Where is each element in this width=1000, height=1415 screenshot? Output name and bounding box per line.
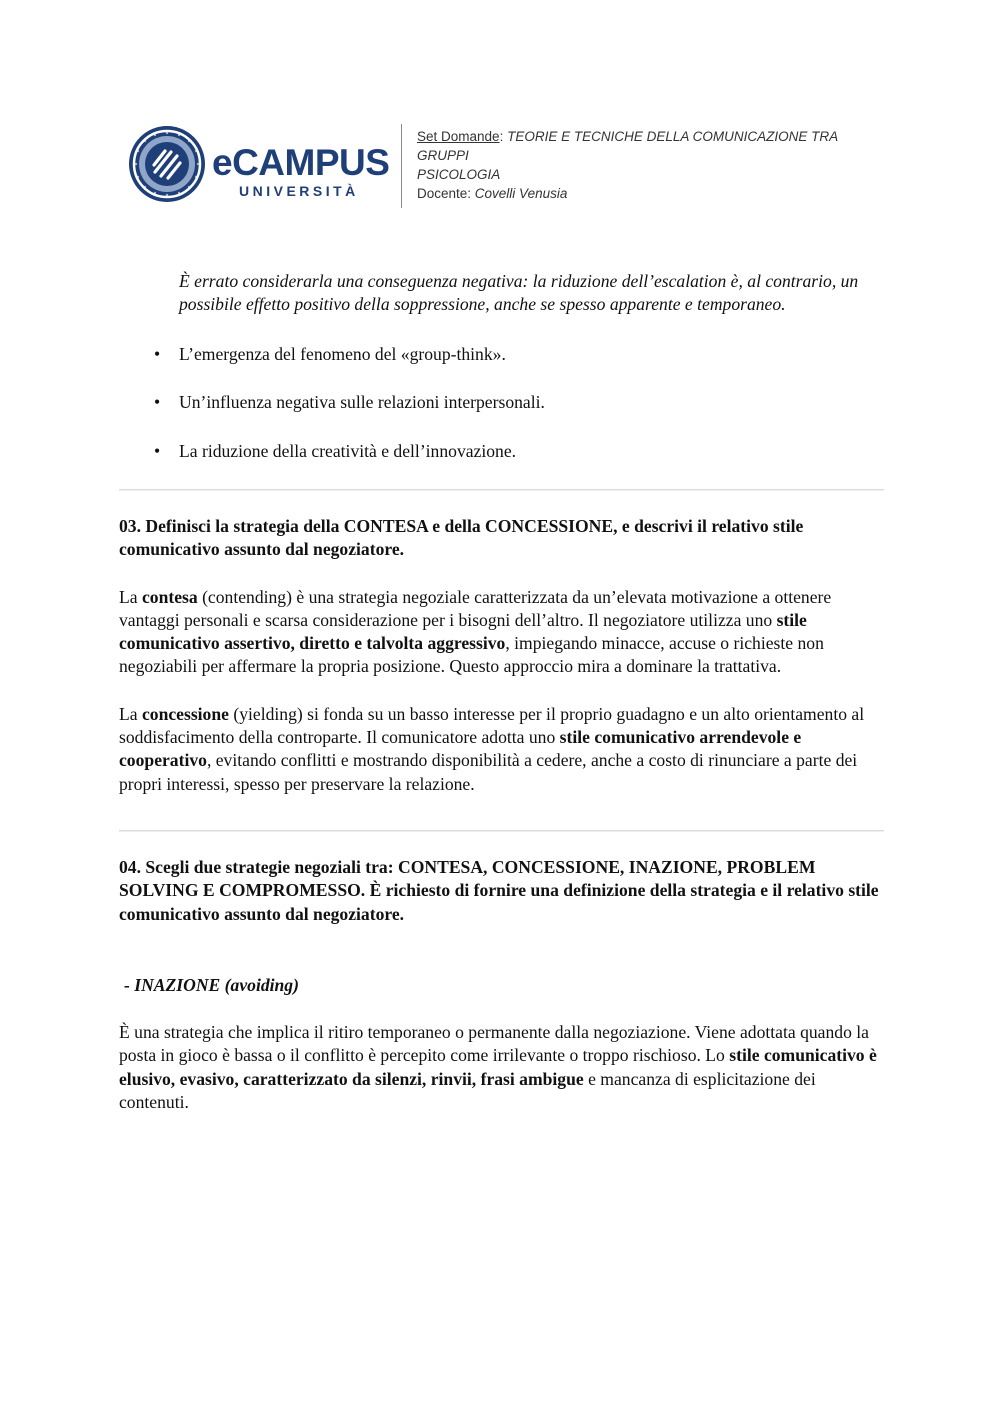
set-domande-line (417, 127, 887, 165)
text-run: La (119, 586, 142, 607)
page-header (127, 124, 887, 214)
faculty: PSICOLOGIA (417, 167, 501, 182)
inazione-heading: - INAZIONE (avoiding) (124, 974, 299, 995)
bullet-list (119, 343, 884, 464)
list-item-text: La riduzione della creatività e dell’innovazione. (179, 441, 517, 462)
question-04-paragraph-1 (119, 1021, 884, 1114)
course-title: TEORIE E TECNICHE DELLA COMUNICAZIONE TRA GRUPPI (417, 129, 838, 163)
docente-name: Covelli Venusia (474, 186, 568, 201)
text-run: (yielding) si fonda su un basso interesse per il proprio guadagno e un alto orientamento al soddisfacimento della controparte. Il comunicatore adotta uno (119, 703, 865, 748)
docente-label: Docente: (417, 186, 475, 201)
bold-term: concessione (141, 703, 229, 724)
set-domande-sep: : (499, 129, 508, 144)
text-run: , evitando conflitti e mostrando disponibilità a cedere, anche a costo di rinunciare a parte dei propri interessi, spesso per preservare la relazione. (119, 750, 858, 794)
text-run: e mancanza di esplicitazione dei contenuti. (119, 1068, 816, 1113)
list-item-text: Un’influenza negativa sulle relazioni interpersonali. (179, 392, 545, 413)
bold-term: stile comunicativo arrendevole e cooperativo (119, 727, 802, 771)
list-item (119, 440, 884, 463)
text-run: È una strategia che implica il ritiro temporaneo o permanente dalla negoziazione. Viene adottata quando la posta in gioco è bassa o il conflitto è percepito come irrilevante o troppo rischioso. Lo (119, 1022, 869, 1066)
ecampus-emblem-icon (127, 124, 209, 206)
ecampus-logo (127, 124, 397, 206)
header-divider (401, 124, 402, 208)
bullet-icon: • (154, 441, 161, 462)
bold-term: stile comunicativo assertivo, diretto e talvolta aggressivo (119, 609, 807, 654)
question-03-paragraph-1 (119, 586, 884, 679)
list-item (119, 391, 884, 414)
bold-term: stile comunicativo è elusivo, evasivo, caratterizzato da silenzi, rinvii, frasi ambigue (119, 1045, 877, 1089)
set-domande-label: Set Domande (417, 129, 500, 144)
bullet-icon: • (154, 343, 161, 364)
bullet-icon: • (154, 392, 161, 413)
bold-term: contesa (141, 586, 198, 607)
header-info (417, 127, 887, 203)
question-04-title: 04. Scegli due strategie negoziali tra: CONTESA, CONCESSIONE, INAZIONE, PROBLEM SOLVING E COMPROMESSO. È richiesto di fornire una definizione della strategia e il relativo stile comunicativo assunto dal negoziatore. (119, 856, 879, 924)
document-body (119, 270, 884, 1114)
text-run: (contending) è una strategia negoziale caratterizzata da un’elevata motivazione a ottenere vantaggi personali e scarsa considerazione per i bisogni dell’altro. Il negoziatore utilizza uno (119, 586, 832, 630)
list-item-text: L’emergenza del fenomeno del «group-think». (179, 343, 506, 364)
logo-subtitle: UNIVERSITÀ (239, 183, 359, 199)
list-item (119, 343, 884, 366)
docente-line (417, 184, 887, 203)
italic-paragraph: È errato considerarla una conseguenza negativa: la riduzione dell’escalation è, al contrario, un possibile effetto positivo della soppressione, anche se spesso apparente e temporaneo. (179, 271, 859, 315)
question-03-paragraph-2 (119, 703, 884, 796)
text-run: , impiegando minacce, accuse o richieste non negoziabili per affermare la propria posizione. Questo approccio mira a dominare la trattativa. (119, 633, 824, 677)
question-03-title: 03. Definisci la strategia della CONTESA e della CONCESSIONE, e descrivi il relativo stile comunicativo assunto dal negoziatore. (119, 515, 804, 560)
logo-wordmark: eCAMPUS (212, 142, 390, 183)
text-run: La (119, 703, 142, 724)
